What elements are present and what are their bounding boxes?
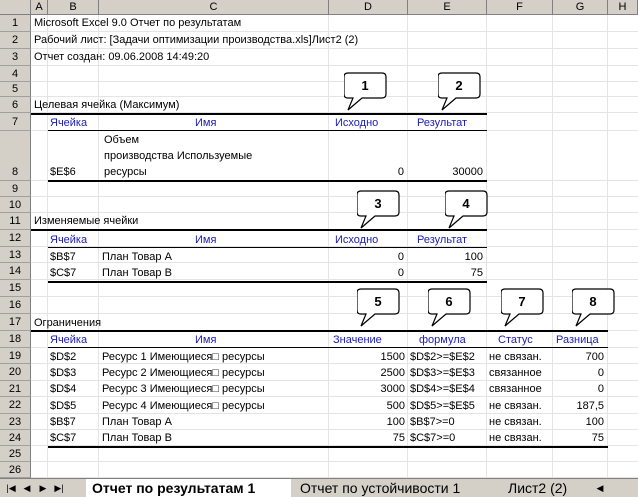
constraint-name: Ресурс 1 Имеющиеся□ ресурсы	[102, 351, 265, 363]
row-header-11[interactable]: 11	[0, 213, 31, 230]
target-name-line1: Объем	[104, 134, 140, 146]
constraints-hdr-name: Имя	[195, 334, 217, 346]
target-section-title: Целевая ячейка (Максимум)	[34, 99, 180, 111]
column-header-c[interactable]: C	[99, 0, 329, 15]
column-header-e[interactable]: E	[408, 0, 487, 15]
constraint-diff: 700	[585, 351, 604, 363]
constraints-hdr-diff: Разница	[556, 334, 599, 346]
callout-number: 6	[445, 294, 453, 309]
row-header-26[interactable]: 26	[0, 462, 31, 478]
changing-row-orig: 0	[397, 251, 404, 263]
changing-hdr-name: Имя	[195, 234, 217, 246]
row-header-9[interactable]: 9	[0, 181, 31, 197]
target-hdr-name: Имя	[195, 117, 217, 129]
changing-row-orig: 0	[397, 267, 404, 279]
constraint-value: 75	[392, 432, 405, 444]
target-hdr-result: Результат	[417, 117, 468, 129]
constraint-status: не связан.	[489, 432, 542, 444]
row-header-24[interactable]: 24	[0, 430, 31, 446]
tab-label: Отчет по устойчивости 1	[300, 480, 461, 496]
first-sheet-button[interactable]: |◀	[6, 483, 16, 493]
row-header-15[interactable]: 15	[0, 280, 31, 297]
constraint-cell: $C$7	[50, 432, 77, 444]
constraint-name: План Товар В	[102, 432, 172, 444]
constraint-diff: 0	[597, 383, 604, 395]
row-header-3[interactable]: 3	[0, 49, 31, 66]
callout-number: 2	[455, 78, 463, 93]
target-orig-value: 0	[397, 166, 404, 178]
constraint-value: 1500	[380, 351, 405, 363]
constraint-formula: $D$3>=$E$3	[410, 367, 475, 379]
row-header-25[interactable]: 25	[0, 446, 31, 462]
callout-1	[344, 72, 388, 112]
constraint-diff: 75	[591, 432, 604, 444]
row-header-1[interactable]: 1	[0, 15, 31, 32]
column-header-h[interactable]: H	[608, 0, 638, 15]
select-all-corner[interactable]	[0, 0, 31, 15]
row-header-14[interactable]: 14	[0, 263, 31, 280]
target-cell-ref: $E$6	[50, 166, 76, 178]
constraint-name: Ресурс 2 Имеющиеся□ ресурсы	[102, 367, 265, 379]
constraints-section-title: Ограничения	[34, 317, 102, 329]
row-header-6[interactable]: 6	[0, 97, 31, 113]
next-sheet-button[interactable]: ▶	[39, 483, 47, 493]
callout-2	[438, 72, 482, 112]
changing-section-title: Изменяемые ячейки	[34, 215, 139, 227]
constraint-status: не связан.	[489, 416, 542, 428]
row-header-7[interactable]: 7	[0, 113, 31, 131]
changing-row-result: 75	[470, 267, 483, 279]
constraint-name: Ресурс 3 Имеющиеся□ ресурсы	[102, 383, 265, 395]
report-title: Microsoft Excel 9.0 Отчет по результатам	[34, 17, 242, 29]
constraint-diff: 100	[585, 416, 604, 428]
target-result-value: 30000	[452, 166, 483, 178]
constraint-status: не связан.	[489, 351, 542, 363]
row-header-17[interactable]: 17	[0, 314, 31, 331]
worksheet-line: Рабочий лист: [Задачи оптимизации производства.xls]Лист2 (2)	[34, 34, 359, 46]
constraints-hdr-cell: Ячейка	[50, 334, 88, 346]
constraint-formula: $C$7>=0	[410, 432, 456, 444]
callout-number: 7	[518, 294, 526, 309]
target-hdr-cell: Ячейка	[50, 117, 88, 129]
row-header-8[interactable]: 8	[0, 131, 31, 181]
constraint-diff: 187,5	[576, 400, 604, 412]
changing-row-name: План Товар В	[102, 267, 172, 279]
column-header-g[interactable]: G	[553, 0, 608, 15]
constraint-status: связанное	[489, 367, 542, 379]
callout-number: 8	[589, 294, 597, 309]
row-header-2[interactable]: 2	[0, 32, 31, 49]
callout-number: 4	[462, 196, 470, 211]
constraint-value: 3000	[380, 383, 405, 395]
changing-hdr-orig: Исходно	[335, 234, 379, 246]
constraint-formula: $B$7>=0	[410, 416, 455, 428]
callout-8	[572, 288, 616, 328]
row-header-22[interactable]: 22	[0, 397, 31, 414]
constraint-value: 500	[386, 400, 405, 412]
prev-sheet-button[interactable]: ◀	[23, 483, 31, 493]
constraint-value: 100	[386, 416, 405, 428]
row-header-18[interactable]: 18	[0, 331, 31, 348]
callout-6	[428, 288, 472, 328]
hscroll-left-button[interactable]: ◀	[596, 483, 604, 493]
row-header-12[interactable]: 12	[0, 230, 31, 247]
row-header-10[interactable]: 10	[0, 197, 31, 213]
tab-label: Отчет по результатам 1	[92, 480, 256, 496]
column-header-d[interactable]: D	[329, 0, 408, 15]
constraints-hdr-formula: формула	[419, 334, 466, 346]
row-header-21[interactable]: 21	[0, 381, 31, 397]
constraint-status: связанное	[489, 383, 542, 395]
row-header-23[interactable]: 23	[0, 414, 31, 430]
tab-label: Лист2 (2)	[508, 480, 568, 496]
changing-row-name: План Товар А	[102, 251, 172, 263]
constraints-hdr-value: Значение	[333, 334, 382, 346]
column-header-f[interactable]: F	[487, 0, 553, 15]
changing-row-cell: $C$7	[50, 267, 77, 279]
tab-results-report[interactable]	[86, 479, 291, 497]
constraint-value: 2500	[380, 367, 405, 379]
tab-sheet2-2[interactable]	[498, 479, 588, 497]
column-header-a[interactable]: A	[31, 0, 48, 15]
constraint-formula: $D$4>=$E$4	[410, 383, 475, 395]
constraints-hdr-status: Статус	[498, 334, 533, 346]
row-header-5[interactable]: 5	[0, 82, 31, 97]
callout-7	[501, 288, 545, 328]
row-header-4[interactable]: 4	[0, 66, 31, 82]
sheet-tab-bar	[0, 478, 638, 497]
target-name-line2: производства Используемые	[104, 150, 253, 162]
changing-hdr-result: Результат	[417, 234, 468, 246]
constraint-cell: $D$5	[50, 400, 77, 412]
constraint-status: не связан.	[489, 400, 542, 412]
constraint-cell: $D$4	[50, 383, 77, 395]
last-sheet-button[interactable]: ▶|	[54, 483, 64, 493]
constraint-cell: $D$2	[50, 351, 77, 363]
target-name-line3: ресурсы	[104, 166, 147, 178]
row-header-13[interactable]: 13	[0, 247, 31, 263]
callout-4	[445, 190, 489, 230]
callout-number: 3	[374, 196, 382, 211]
changing-hdr-cell: Ячейка	[50, 234, 88, 246]
constraint-name: План Товар А	[102, 416, 172, 428]
constraint-cell: $B$7	[50, 416, 76, 428]
changing-row-result: 100	[464, 251, 483, 263]
changing-row-cell: $B$7	[50, 251, 76, 263]
tab-sensitivity-report[interactable]	[292, 479, 498, 497]
row-header-16[interactable]: 16	[0, 297, 31, 314]
callout-number: 5	[374, 294, 382, 309]
column-header-b[interactable]: B	[48, 0, 99, 15]
constraint-formula: $D$5>=$E$5	[410, 400, 475, 412]
constraint-name: Ресурс 4 Имеющиеся□ ресурсы	[102, 400, 265, 412]
callout-5	[357, 288, 401, 328]
callout-number: 1	[361, 78, 369, 93]
constraint-formula: $D$2>=$E$2	[410, 351, 475, 363]
constraint-diff: 0	[597, 367, 604, 379]
row-header-20[interactable]: 20	[0, 364, 31, 381]
row-header-19[interactable]: 19	[0, 348, 31, 364]
constraint-cell: $D$3	[50, 367, 77, 379]
created-line: Отчет создан: 09.06.2008 14:49:20	[34, 51, 210, 63]
target-hdr-orig: Исходно	[335, 117, 379, 129]
callout-3	[357, 190, 401, 230]
